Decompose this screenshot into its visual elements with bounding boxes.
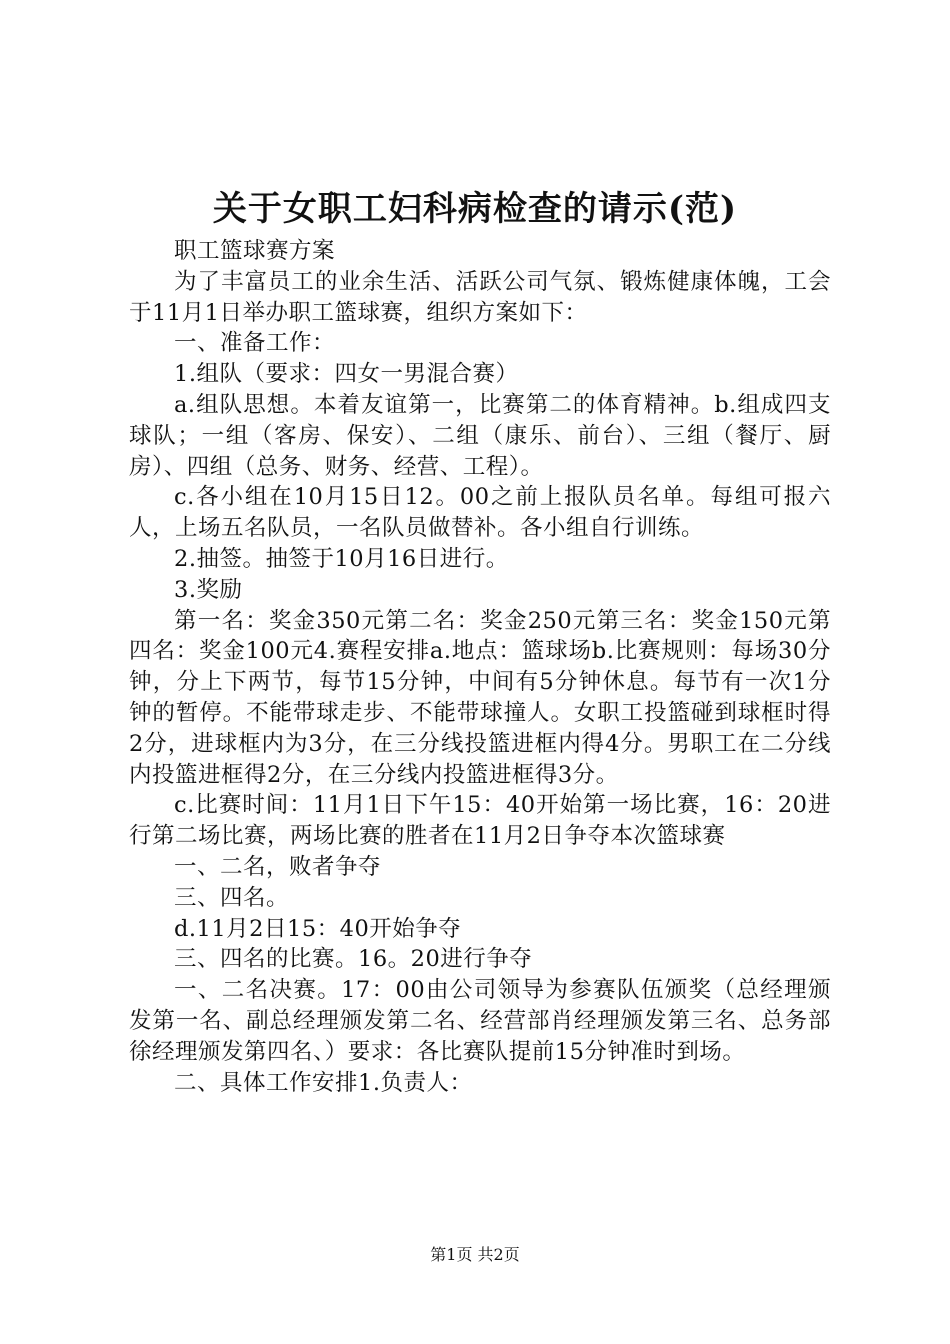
paragraph: 二、具体工作安排1.负责人： xyxy=(174,1069,473,1096)
paragraph: 1.组队（要求：四女一男混合赛） xyxy=(174,361,519,388)
page-indicator: 第1页 共2页 xyxy=(430,1245,520,1264)
paragraph: 一、二名，败者争夺 xyxy=(174,853,382,880)
paragraph: a.组队思想。本着友谊第一，比赛第二的体育精神。b.组成四支球队；一组（客房、保安）、二组（康乐、前台）、三组（餐厅、厨房）、四组（总务、财务、经营、工程）。 xyxy=(129,391,831,480)
paragraph: 2.抽签。抽签于10月16日进行。 xyxy=(174,545,509,572)
paragraph: 3.奖励 xyxy=(174,576,243,603)
paragraph: 第一名：奖金350元第二名：奖金250元第三名：奖金150元第四名：奖金100元4.赛程安排a.地点：篮球场b.比赛规则：每场30分钟，分上下两节，每节15分钟，中间有5分钟休息。每节有一次1分钟的暂停。不能带球走步、不能带球撞人。女职工投篮碰到球框时得2分，进球框内为3分，在三分线投篮进框内得4分。男职工在二分线内投篮进框得2分，在三分线内投篮进框得3分。 xyxy=(129,607,831,788)
page-footer xyxy=(0,1244,950,1266)
document-title: 关于女职工妇科病检查的请示(范) xyxy=(212,189,738,229)
paragraph: d.11月2日15：40开始争夺 xyxy=(174,915,462,942)
paragraph: c.比赛时间：11月1日下午15：40开始第一场比赛，16：20进行第二场比赛，两场比赛的胜者在11月2日争夺本次篮球赛 xyxy=(129,792,831,850)
document-body xyxy=(129,236,831,1098)
paragraph: 职工篮球赛方案 xyxy=(174,238,336,264)
paragraph: 一、准备工作： xyxy=(174,330,336,357)
paragraph: 三、四名。 xyxy=(174,884,290,911)
paragraph: c.各小组在10月15日12。00之前上报队员名单。每组可报六人，上场五名队员，一名队员做替补。各小组自行训练。 xyxy=(129,484,831,542)
paragraph: 为了丰富员工的业余生活、活跃公司气氛、锻炼健康体魄，工会于11月1日举办职工篮球赛，组织方案如下： xyxy=(129,268,831,326)
paragraph: 一、二名决赛。17：00由公司领导为参赛队伍颁奖（总经理颁发第一名、副总经理颁发第二名、经营部肖经理颁发第三名、总务部徐经理颁发第四名、）要求：各比赛队提前15分钟准时到场。 xyxy=(129,977,831,1065)
paragraph: 三、四名的比赛。16。20进行争夺 xyxy=(174,946,533,973)
